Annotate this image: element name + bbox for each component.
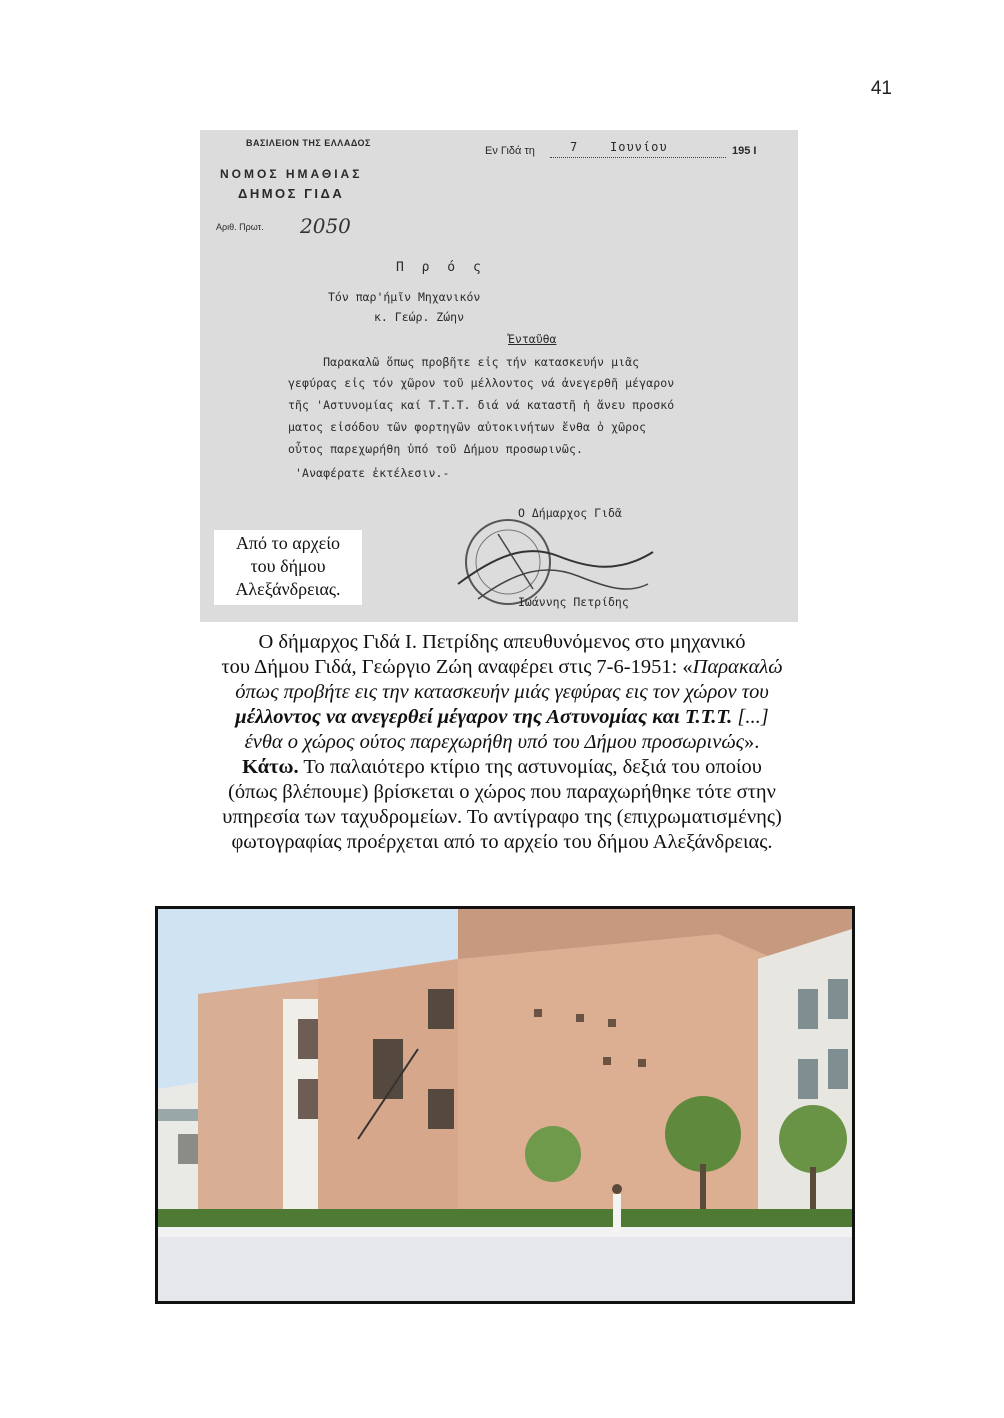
caption-line xyxy=(120,705,884,730)
letter-prefecture: ΝΟΜΟΣ ΗΜΑΘΙΑΣ xyxy=(220,167,363,181)
caption-line: υπηρεσία των ταχυδρομείων. Το αντίγραφο της (επιχρωματισμένης) xyxy=(222,806,782,828)
caption-line: Ο δήμαρχος Γιδά Ι. Πετρίδης απευθυνόμενος στο μηχανικό xyxy=(258,631,746,653)
scanned-letter xyxy=(200,130,798,622)
caption-line xyxy=(120,655,884,680)
letter-to-label: Π ρ ό ς xyxy=(396,260,486,275)
quote-text: όπως προβήτε εις την κατασκευήν μιάς γεφύρας εις τον χώρον του xyxy=(235,681,769,703)
quote-text: [...] xyxy=(732,706,769,728)
letter-body-line: οὗτος παρεχωρήθη ὑπό τοῦ Δήμου προσωρινῶς. xyxy=(288,442,583,456)
building-photo-illustration xyxy=(158,909,852,1301)
caption-bold-label: Κάτω. xyxy=(242,756,299,778)
police-building-photo xyxy=(155,906,855,1304)
caption-text: ». xyxy=(743,731,760,753)
page-number: 41 xyxy=(870,78,892,99)
caption-line xyxy=(120,680,884,705)
source-caption-line: Από το αρχείο xyxy=(235,533,341,553)
letter-body-line: 'Αναφέρατε ἐκτέλεσιν.- xyxy=(288,466,450,480)
letter-protocol-label: Αριθ. Πρωτ. xyxy=(216,222,264,232)
letter-recipient: Τόν παρ'ήμῖν Μηχανικόν xyxy=(328,290,481,304)
letter-date-month: Ιουνίου xyxy=(610,140,668,154)
letter-body-line: γεφύρας εἰς τόν χῶρον τοῦ μέλλοντος νά ἀνεγερθῆ μέγαρον xyxy=(288,376,675,390)
letter-body-line: τῆς 'Αστυνομίας καί Τ.Τ.Τ. διά νά καταστῆ ἡ ἄνευ προσκό xyxy=(288,398,675,412)
letter-signature-title: Ο Δήμαρχος Γιδᾶ xyxy=(518,506,622,520)
letter-body-line: Παρακαλῶ ὅπως προβῆτε εἰς τήν κατασκευήν μιᾶς xyxy=(288,355,640,369)
letter-protocol-number: 2050 xyxy=(300,214,351,238)
quote-text: ένθα ο χώρος ούτος παρεχωρήθη υπό του Δήμου προσωρινώς xyxy=(244,731,744,753)
caption-line xyxy=(120,755,884,780)
letter-date-day: 7 xyxy=(570,140,578,154)
date-dotted-line xyxy=(550,157,726,158)
source-caption-line: του δήμου xyxy=(250,556,326,576)
source-caption-line: Αλεξάνδρειας. xyxy=(235,579,341,599)
caption-line: (όπως βλέπουμε) βρίσκεται ο χώρος που παραχωρήθηκε τότε στην xyxy=(228,781,776,803)
quote-emphasis: μέλλοντος να ανεγερθεί μέγαρον της Αστυνομίας και Τ.Τ.Τ. xyxy=(235,706,733,728)
letter-date-year: 195 I xyxy=(732,145,757,157)
letter-body-line: ματος εἰσόδου τῶν φορτηγῶν αὐτοκινήτων ἔνθα ὁ χῶρος xyxy=(288,420,647,434)
letter-signature-name: Ιωάννης Πετρίδης xyxy=(518,595,629,609)
letter-municipality: ΔΗΜΟΣ ΓΙΔΑ xyxy=(238,186,345,201)
letter-kingdom: ΒΑΣΙΛΕΙΟΝ ΤΗΣ ΕΛΛΑΔΟΣ xyxy=(246,138,371,148)
quote-text: Παρακαλώ xyxy=(692,656,783,678)
caption-line xyxy=(120,730,884,755)
caption-text: του Δήμου Γιδά, Γεώργιο Ζώη αναφέρει στις 7-6-1951: « xyxy=(221,656,693,678)
caption-text: Το παλαιότερο κτίριο της αστυνομίας, δεξιά του οποίου xyxy=(298,756,762,778)
letter-recipient-name: κ. Γεώρ. Ζώην xyxy=(374,310,465,324)
letter-location: Ἐνταῦθα xyxy=(508,332,557,346)
caption-paragraph xyxy=(120,630,884,855)
letter-date-prefix: Εν Γιδά τη xyxy=(485,145,535,157)
caption-line: φωτογραφίας προέρχεται από το αρχείο του δήμου Αλεξάνδρειας. xyxy=(231,831,773,853)
source-caption xyxy=(214,530,362,605)
